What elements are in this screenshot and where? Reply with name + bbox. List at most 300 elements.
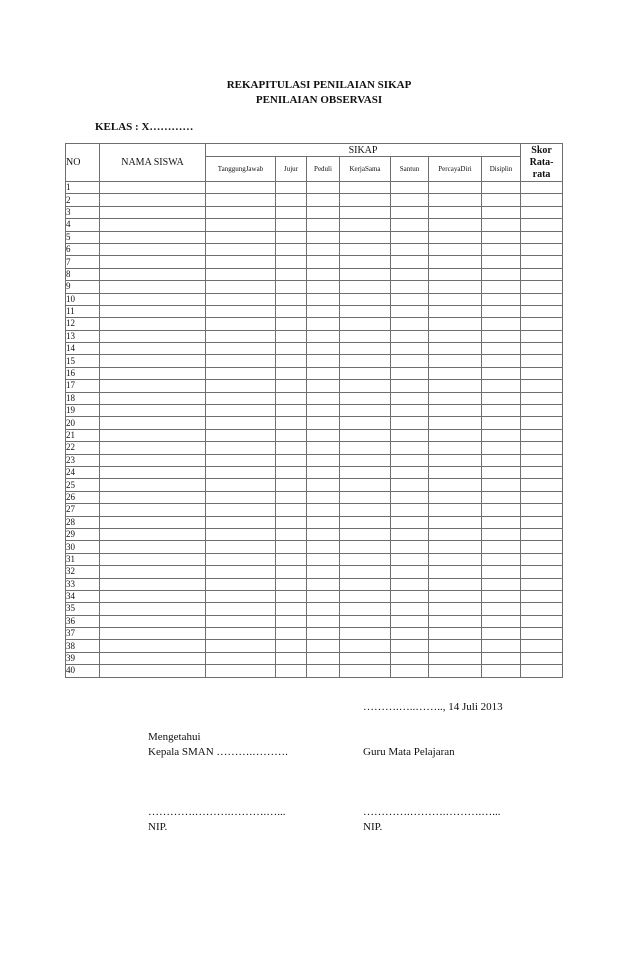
sikap-cell xyxy=(482,380,521,392)
sikap-cell xyxy=(340,392,391,404)
table-row xyxy=(66,603,563,615)
sikap-cell xyxy=(391,318,429,330)
sikap-cell xyxy=(340,615,391,627)
sikap-cell xyxy=(482,293,521,305)
sikap-cell xyxy=(429,640,482,652)
sikap-cell xyxy=(206,355,276,367)
sikap-cell xyxy=(276,243,307,255)
sikap-cell xyxy=(340,256,391,268)
row-number: 34 xyxy=(66,590,100,602)
sikap-cell xyxy=(276,566,307,578)
sikap-cell xyxy=(391,516,429,528)
sikap-cell xyxy=(276,293,307,305)
sikap-cell xyxy=(391,194,429,206)
sikap-cell xyxy=(340,268,391,280)
skor-cell xyxy=(521,281,563,293)
row-number: 7 xyxy=(66,256,100,268)
nama-siswa-cell xyxy=(100,504,206,516)
sikap-cell xyxy=(307,355,340,367)
sikap-cell xyxy=(206,343,276,355)
sikap-cell xyxy=(391,590,429,602)
nama-siswa-cell xyxy=(100,640,206,652)
nama-siswa-cell xyxy=(100,367,206,379)
sikap-cell xyxy=(340,219,391,231)
sikap-cell xyxy=(340,665,391,677)
sikap-cell xyxy=(276,528,307,540)
table-row xyxy=(66,318,563,330)
sikap-cell xyxy=(307,504,340,516)
table-row xyxy=(66,528,563,540)
skor-cell xyxy=(521,182,563,194)
sikap-cell xyxy=(307,417,340,429)
sikap-cell xyxy=(482,491,521,503)
sikap-cell xyxy=(482,194,521,206)
sikap-cell xyxy=(206,405,276,417)
nama-siswa-cell xyxy=(100,566,206,578)
sikap-cell xyxy=(340,566,391,578)
sikap-cell xyxy=(391,281,429,293)
sikap-cell xyxy=(307,491,340,503)
sikap-cell xyxy=(482,281,521,293)
skor-line-2: Rata- xyxy=(529,156,554,168)
table-row xyxy=(66,256,563,268)
sikap-cell xyxy=(276,281,307,293)
row-number: 1 xyxy=(66,182,100,194)
sikap-cell xyxy=(340,466,391,478)
nama-siswa-cell xyxy=(100,429,206,441)
nama-siswa-cell xyxy=(100,392,206,404)
sikap-cell xyxy=(206,219,276,231)
table-row xyxy=(66,652,563,664)
sikap-cell xyxy=(429,355,482,367)
document-title: REKAPITULASI PENILAIAN SIKAP xyxy=(226,79,412,91)
sikap-cell xyxy=(307,380,340,392)
table-row xyxy=(66,380,563,392)
row-number: 15 xyxy=(66,355,100,367)
sikap-cell xyxy=(482,442,521,454)
row-number: 35 xyxy=(66,603,100,615)
row-number: 10 xyxy=(66,293,100,305)
sikap-cell xyxy=(307,268,340,280)
sikap-cell xyxy=(482,628,521,640)
sikap-cell xyxy=(206,665,276,677)
skor-cell xyxy=(521,343,563,355)
sikap-cell xyxy=(307,219,340,231)
sikap-cell xyxy=(276,392,307,404)
nama-siswa-cell xyxy=(100,243,206,255)
sikap-cell xyxy=(307,330,340,342)
nama-siswa-cell xyxy=(100,516,206,528)
skor-cell xyxy=(521,206,563,218)
skor-cell xyxy=(521,628,563,640)
sikap-cell xyxy=(429,516,482,528)
sikap-cell xyxy=(429,615,482,627)
sikap-cell xyxy=(340,640,391,652)
nama-siswa-cell xyxy=(100,281,206,293)
nama-siswa-cell xyxy=(100,256,206,268)
sikap-cell xyxy=(391,219,429,231)
sikap-cell xyxy=(391,392,429,404)
sikap-cell xyxy=(206,268,276,280)
sikap-cell xyxy=(340,479,391,491)
sikap-cell xyxy=(340,380,391,392)
sikap-cell xyxy=(482,219,521,231)
nip-right: NIP. xyxy=(363,821,383,833)
nama-siswa-cell xyxy=(100,528,206,540)
sikap-cell xyxy=(307,367,340,379)
skor-cell xyxy=(521,590,563,602)
sikap-cell xyxy=(276,590,307,602)
nama-siswa-cell xyxy=(100,628,206,640)
skor-cell xyxy=(521,442,563,454)
sikap-cell xyxy=(340,182,391,194)
sikap-cell xyxy=(391,442,429,454)
row-number: 29 xyxy=(66,528,100,540)
row-number: 5 xyxy=(66,231,100,243)
sikap-cell xyxy=(206,603,276,615)
sikap-cell xyxy=(206,578,276,590)
sikap-cell xyxy=(206,293,276,305)
nama-siswa-cell xyxy=(100,590,206,602)
sikap-cell xyxy=(276,615,307,627)
skor-cell xyxy=(521,256,563,268)
sikap-cell xyxy=(206,628,276,640)
sikap-cell xyxy=(206,367,276,379)
sikap-cell xyxy=(340,417,391,429)
row-number: 11 xyxy=(66,305,100,317)
sikap-cell xyxy=(482,231,521,243)
sikap-cell xyxy=(276,318,307,330)
header-sikap-item: Peduli xyxy=(307,157,340,182)
sikap-cell xyxy=(429,541,482,553)
row-number: 31 xyxy=(66,553,100,565)
sikap-cell xyxy=(206,231,276,243)
sikap-cell xyxy=(206,380,276,392)
sikap-cell xyxy=(340,652,391,664)
sikap-cell xyxy=(307,615,340,627)
sikap-cell xyxy=(307,479,340,491)
row-number: 3 xyxy=(66,206,100,218)
sikap-cell xyxy=(391,454,429,466)
skor-cell xyxy=(521,429,563,441)
sikap-cell xyxy=(307,665,340,677)
sikap-cell xyxy=(340,516,391,528)
sikap-cell xyxy=(307,466,340,478)
sikap-cell xyxy=(206,528,276,540)
sikap-cell xyxy=(276,405,307,417)
sikap-cell xyxy=(429,454,482,466)
sikap-cell xyxy=(307,442,340,454)
sikap-cell xyxy=(276,665,307,677)
nip-left: NIP. xyxy=(148,821,168,833)
sikap-cell xyxy=(307,541,340,553)
sikap-cell xyxy=(340,206,391,218)
table-row xyxy=(66,640,563,652)
sikap-cell xyxy=(429,206,482,218)
sikap-cell xyxy=(276,182,307,194)
nama-siswa-cell xyxy=(100,578,206,590)
header-sikap-item: Disiplin xyxy=(482,157,521,182)
sikap-cell xyxy=(307,590,340,602)
sikap-cell xyxy=(276,194,307,206)
sikap-cell xyxy=(429,256,482,268)
table-row xyxy=(66,367,563,379)
sikap-cell xyxy=(429,504,482,516)
sikap-cell xyxy=(429,429,482,441)
row-number: 8 xyxy=(66,268,100,280)
nama-siswa-cell xyxy=(100,182,206,194)
row-number: 30 xyxy=(66,541,100,553)
sikap-cell xyxy=(307,318,340,330)
sikap-cell xyxy=(429,268,482,280)
skor-cell xyxy=(521,578,563,590)
table-row xyxy=(66,516,563,528)
nama-siswa-cell xyxy=(100,219,206,231)
sikap-cell xyxy=(482,429,521,441)
header-sikap: SIKAP xyxy=(206,144,521,157)
sikap-cell xyxy=(206,541,276,553)
sikap-cell xyxy=(391,355,429,367)
sikap-cell xyxy=(206,182,276,194)
skor-cell xyxy=(521,330,563,342)
row-number: 38 xyxy=(66,640,100,652)
skor-cell xyxy=(521,243,563,255)
sikap-cell xyxy=(482,182,521,194)
table-row xyxy=(66,665,563,677)
sikap-cell xyxy=(276,343,307,355)
document-subtitle: PENILAIAN OBSERVASI xyxy=(255,94,383,106)
sikap-cell xyxy=(276,256,307,268)
skor-cell xyxy=(521,566,563,578)
row-number: 12 xyxy=(66,318,100,330)
sikap-cell xyxy=(429,194,482,206)
sikap-cell xyxy=(482,665,521,677)
sikap-cell xyxy=(340,603,391,615)
sikap-cell xyxy=(482,305,521,317)
sikap-cell xyxy=(391,182,429,194)
table-row xyxy=(66,442,563,454)
sikap-cell xyxy=(206,281,276,293)
nama-siswa-cell xyxy=(100,206,206,218)
table-row xyxy=(66,305,563,317)
table-row xyxy=(66,194,563,206)
nama-siswa-cell xyxy=(100,665,206,677)
sikap-cell xyxy=(482,243,521,255)
sikap-cell xyxy=(340,367,391,379)
sikap-cell xyxy=(429,305,482,317)
sikap-cell xyxy=(206,305,276,317)
sikap-cell xyxy=(307,429,340,441)
nama-siswa-cell xyxy=(100,553,206,565)
sikap-cell xyxy=(276,541,307,553)
row-number: 36 xyxy=(66,615,100,627)
nama-siswa-cell xyxy=(100,454,206,466)
nama-siswa-cell xyxy=(100,615,206,627)
sikap-cell xyxy=(429,293,482,305)
nama-siswa-cell xyxy=(100,491,206,503)
sikap-cell xyxy=(307,206,340,218)
sikap-cell xyxy=(340,442,391,454)
sikap-cell xyxy=(429,417,482,429)
sikap-cell xyxy=(276,603,307,615)
table-row xyxy=(66,590,563,602)
sikap-cell xyxy=(206,491,276,503)
sikap-cell xyxy=(429,603,482,615)
sikap-cell xyxy=(340,578,391,590)
sikap-cell xyxy=(276,504,307,516)
row-number: 17 xyxy=(66,380,100,392)
table-row xyxy=(66,293,563,305)
sikap-cell xyxy=(482,578,521,590)
sikap-cell xyxy=(276,454,307,466)
row-number: 26 xyxy=(66,491,100,503)
header-sikap-item: KerjaSama xyxy=(340,157,391,182)
sikap-cell xyxy=(340,405,391,417)
sikap-cell xyxy=(307,281,340,293)
sikap-cell xyxy=(429,528,482,540)
sikap-cell xyxy=(276,479,307,491)
sikap-cell xyxy=(391,603,429,615)
row-number: 25 xyxy=(66,479,100,491)
sikap-cell xyxy=(276,628,307,640)
sikap-cell xyxy=(391,566,429,578)
header-sikap-item: TanggungJawab xyxy=(206,157,276,182)
row-number: 19 xyxy=(66,405,100,417)
sikap-cell xyxy=(482,553,521,565)
table-row xyxy=(66,343,563,355)
sikap-cell xyxy=(429,281,482,293)
skor-cell xyxy=(521,219,563,231)
sikap-cell xyxy=(307,516,340,528)
nama-siswa-cell xyxy=(100,417,206,429)
sikap-cell xyxy=(429,219,482,231)
sikap-cell xyxy=(429,343,482,355)
skor-cell xyxy=(521,293,563,305)
sikap-cell xyxy=(482,268,521,280)
sikap-cell xyxy=(340,355,391,367)
skor-line-1: Skor xyxy=(531,144,552,156)
nama-siswa-cell xyxy=(100,305,206,317)
header-nama-siswa: NAMA SISWA xyxy=(100,144,206,182)
sikap-cell xyxy=(482,566,521,578)
row-number: 37 xyxy=(66,628,100,640)
sikap-cell xyxy=(307,305,340,317)
nama-siswa-cell xyxy=(100,380,206,392)
skor-cell xyxy=(521,504,563,516)
sikap-cell xyxy=(482,590,521,602)
sikap-cell xyxy=(307,194,340,206)
sikap-cell xyxy=(307,553,340,565)
sikap-cell xyxy=(276,578,307,590)
skor-cell xyxy=(521,454,563,466)
sikap-cell xyxy=(307,628,340,640)
sikap-cell xyxy=(429,380,482,392)
sikap-cell xyxy=(340,330,391,342)
kelas-label: KELAS : X………… xyxy=(95,121,194,133)
table-row xyxy=(66,454,563,466)
sikap-cell xyxy=(429,231,482,243)
table-row xyxy=(66,466,563,478)
sikap-cell xyxy=(307,652,340,664)
skor-cell xyxy=(521,603,563,615)
nama-siswa-cell xyxy=(100,268,206,280)
table-row xyxy=(66,405,563,417)
sikap-cell xyxy=(206,566,276,578)
sikap-cell xyxy=(307,566,340,578)
skor-cell xyxy=(521,417,563,429)
sikap-cell xyxy=(340,305,391,317)
sikap-cell xyxy=(307,293,340,305)
sikap-cell xyxy=(206,504,276,516)
table-row xyxy=(66,479,563,491)
sikap-cell xyxy=(482,256,521,268)
skor-cell xyxy=(521,392,563,404)
sikap-cell xyxy=(276,553,307,565)
skor-cell xyxy=(521,466,563,478)
table-row xyxy=(66,355,563,367)
skor-cell xyxy=(521,615,563,627)
sikap-cell xyxy=(276,640,307,652)
table-row xyxy=(66,268,563,280)
table-row xyxy=(66,628,563,640)
nama-siswa-cell xyxy=(100,231,206,243)
sikap-cell xyxy=(391,665,429,677)
sikap-cell xyxy=(307,454,340,466)
sikap-cell xyxy=(391,652,429,664)
sikap-cell xyxy=(307,256,340,268)
skor-cell xyxy=(521,652,563,664)
sikap-cell xyxy=(391,466,429,478)
row-number: 27 xyxy=(66,504,100,516)
skor-cell xyxy=(521,355,563,367)
sikap-cell xyxy=(391,231,429,243)
sikap-cell xyxy=(482,479,521,491)
sikap-cell xyxy=(391,206,429,218)
header-no: NO xyxy=(66,144,100,182)
sikap-cell xyxy=(482,454,521,466)
sikap-cell xyxy=(482,640,521,652)
sikap-cell xyxy=(340,553,391,565)
header-sikap-item: Santun xyxy=(391,157,429,182)
sikap-cell xyxy=(391,479,429,491)
sikap-cell xyxy=(429,243,482,255)
skor-cell xyxy=(521,367,563,379)
nama-siswa-cell xyxy=(100,479,206,491)
sikap-cell xyxy=(482,516,521,528)
row-number: 28 xyxy=(66,516,100,528)
sikap-cell xyxy=(482,318,521,330)
sikap-cell xyxy=(391,380,429,392)
sikap-cell xyxy=(391,615,429,627)
sikap-cell xyxy=(391,330,429,342)
nama-siswa-cell xyxy=(100,442,206,454)
sikap-cell xyxy=(391,504,429,516)
guru-mapel-label: Guru Mata Pelajaran xyxy=(363,746,455,758)
sikap-cell xyxy=(206,330,276,342)
sikap-cell xyxy=(307,528,340,540)
sikap-cell xyxy=(307,182,340,194)
sikap-cell xyxy=(482,528,521,540)
sikap-cell xyxy=(340,281,391,293)
sikap-cell xyxy=(391,405,429,417)
table-row xyxy=(66,541,563,553)
sikap-cell xyxy=(391,491,429,503)
sikap-cell xyxy=(340,231,391,243)
sikap-cell xyxy=(391,578,429,590)
sikap-cell xyxy=(391,293,429,305)
sikap-cell xyxy=(482,367,521,379)
sikap-cell xyxy=(482,206,521,218)
